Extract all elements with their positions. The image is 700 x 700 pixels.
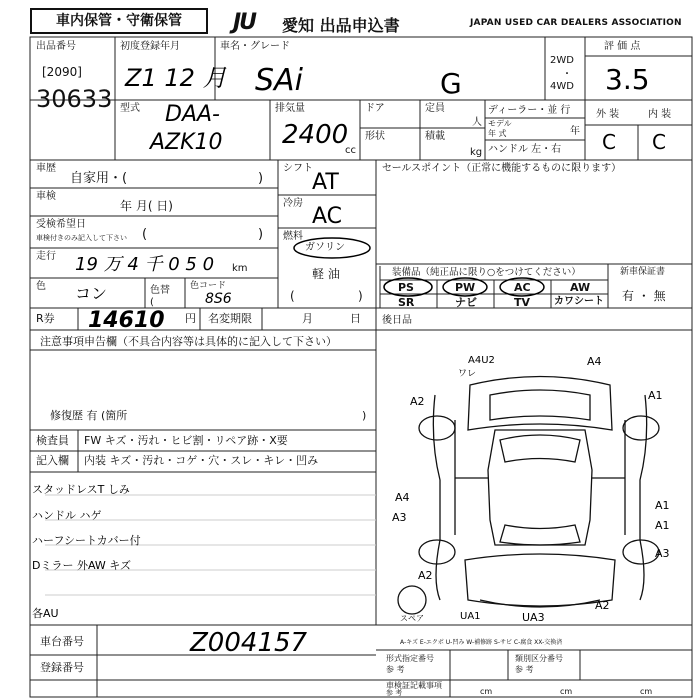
equip-pw: PW [455,281,476,294]
note-line-3: ハーフシートカバー付 [32,534,141,547]
name-change-month: 月 [302,312,313,325]
mark-a4-left: A4 [395,491,410,504]
dealer-import-label: ディーラー・並 行 [488,105,571,116]
org-name: 愛知 出品申込書 [282,16,400,35]
drive-2wd: 2WD [550,55,574,66]
mark-a4u2: A4U2 [468,355,495,366]
lot-label: 出品番号 [36,41,76,52]
equip-ps: PS [398,281,414,294]
history-label: 車歴 [36,163,56,174]
capacity-unit: 人 [472,117,482,128]
car-diagram [398,377,659,615]
warranty-value: 有 ・ 無 [622,289,666,303]
displacement-label: 排気量 [275,103,305,114]
type-code-line1: DAA- [165,102,220,127]
mark-ua3: UA3 [522,611,545,624]
type-code-line2: AZK10 [150,130,223,155]
remark-class-sub: 参 考 [515,665,534,674]
inspector-row2: 内装 キズ・汚れ・コゲ・穴・スレ・キレ・凹み [84,454,319,467]
equip-ac: AC [514,281,531,294]
fuel-label: 燃料 [283,231,303,242]
equip-tv: TV [514,296,531,309]
model-year-unit: 年 [570,126,580,137]
inspection-text: 年 月( 日) [120,199,173,213]
repair-label: 修復歴 有 (箇所 [50,409,128,422]
aircon-value: AC [312,204,343,229]
model-grade-value: G [440,67,462,100]
diagram-legend: A-キズ E-エクボ U-凹み W-補修跡 S-サビ C-腐食 XX-交換済 [400,639,563,646]
remark-vehicle-sub: 参 考 [386,689,403,697]
displacement-unit: cc [345,145,356,156]
equip-seat: カワシート [554,296,604,307]
equip-aw: AW [570,281,591,294]
model-year-label2: 年 式 [488,129,507,138]
fuel-diesel: 軽 油 [312,267,340,281]
selling-point-label: セールスポイント（正常に機能するものに限ります） [382,163,622,174]
name-change-day: 日 [350,312,361,325]
lot-number: 30633 [36,85,113,113]
mark-a2-left: A2 [410,395,425,408]
history-value: 自家用・( [70,171,128,186]
remark-cm-2: cm [560,687,573,696]
remark-class-label: 類別区分番号 [515,654,563,663]
ju-logo: JU [233,10,256,35]
fuel-paren-open: ( [290,289,295,303]
storage-title: 車内保管・守衛保管 [30,8,208,34]
shift-label: シフト [283,163,313,174]
shape-label: 形状 [365,131,385,142]
displacement-value: 2400 [282,120,349,150]
remark-vehicle-label: 車検証記載事項 [386,681,442,690]
mark-a1-right2: A1 [655,499,670,512]
equip-sr: SR [398,296,415,309]
color-code-label: 色コード [190,281,227,291]
fuel-gas: ガソリン [305,242,345,253]
repair-close: ) [362,409,367,422]
shift-value: AT [312,170,339,195]
mark-a2-bottom: A2 [418,569,433,582]
drive-sep: ・ [562,69,572,80]
remark-cm-1: cm [480,687,493,696]
org-name-en: JAPAN USED CAR DEALERS ASSOCIATION [470,18,682,28]
model-name-label: 車名・グレード [220,41,290,52]
color-value: コン [75,284,108,303]
model-year-label1: モデル [488,119,512,128]
rating-label: 評 価 点 [604,41,641,52]
note-line-4: Dミラー 外AW キズ [32,559,132,572]
recv-note: 車検付きのみ記入して下さい [36,234,127,242]
recv-close: ) [258,227,264,242]
type-code-label: 型式 [120,103,140,114]
mark-a1-right3: A1 [655,519,670,532]
doors-label: ドア [365,103,385,114]
mark-a3-right: A3 [655,547,670,560]
inspector-row1: FW キズ・汚れ・ヒビ割・リペア跡・X要 [84,434,288,447]
mark-a1-right: A1 [648,389,663,402]
mileage-label: 走行 [36,251,56,262]
equipment-label: 装備品（純正品に限り○をつけてください） [392,267,581,278]
color-label: 色 [36,281,46,292]
color-paren: ( [150,297,154,308]
interior-label: 内 装 [648,109,672,120]
capacity-label: 定員 [425,103,445,114]
inspector-col-label: 記入欄 [36,454,69,467]
recycle-value: 14610 [88,308,165,333]
load-label: 積載 [425,131,445,142]
note-line-2: ハンドル ハゲ [32,509,102,522]
notes-label: 注意事項申告欄（不具合内容等は具体的に記入して下さい） [40,335,337,348]
interior-value: C [652,130,666,154]
aircon-label: 冷房 [283,198,303,209]
exterior-value: C [602,130,616,154]
spare-label: スペア [400,614,424,623]
warranty-label: 新車保証書 [620,267,666,277]
model-name-value: SAi [255,63,303,98]
recv-label: 受検希望日 [36,219,86,230]
mark-a4-top: A4 [587,355,602,368]
rating-value: 3.5 [605,63,650,96]
recv-open: ( [142,227,148,242]
name-change-label: 名変期限 [208,312,252,325]
mark-ua1: UA1 [460,611,481,622]
mark-a2-right: A2 [595,599,610,612]
mark-a3-left: A3 [392,511,407,524]
lot-code: [2090] [42,65,82,79]
color-change-label: 色替 [150,285,170,296]
recycle-unit: 円 [185,312,196,325]
chassis-value: Z004157 [190,628,308,658]
exterior-label: 外 装 [596,109,620,120]
history-close: ) [258,171,264,186]
equip-navi: ナビ [455,296,477,309]
first-reg-label: 初度登録年月 [120,41,180,52]
mileage-value: 19 万 4 千 0 5 0 [75,254,215,275]
remark-model-label: 形式指定番号 [386,654,434,663]
inspector-label: 検査員 [36,434,69,447]
fuel-paren-close: ) [358,289,363,303]
mileage-unit: km [232,263,248,274]
first-reg-value: Z1 12 月 [125,64,227,92]
remark-cm-3: cm [640,687,653,696]
chassis-label: 車台番号 [40,635,84,648]
color-code-value: 8S6 [205,291,232,307]
note-line-6: 各AU [32,607,59,620]
after-date-label: 後日品 [382,315,412,326]
load-unit: kg [470,147,483,158]
recycle-label: R券 [36,312,55,325]
inspection-label: 車検 [36,191,56,202]
note-line-1: スタッドレスT しみ [32,483,130,496]
drive-4wd: 4WD [550,81,574,92]
handle-label: ハンドル 左・右 [488,144,562,155]
mark-wa-re: ワレ [458,369,477,379]
registration-label: 登録番号 [40,661,84,674]
remark-model-sub: 参 考 [386,665,405,674]
